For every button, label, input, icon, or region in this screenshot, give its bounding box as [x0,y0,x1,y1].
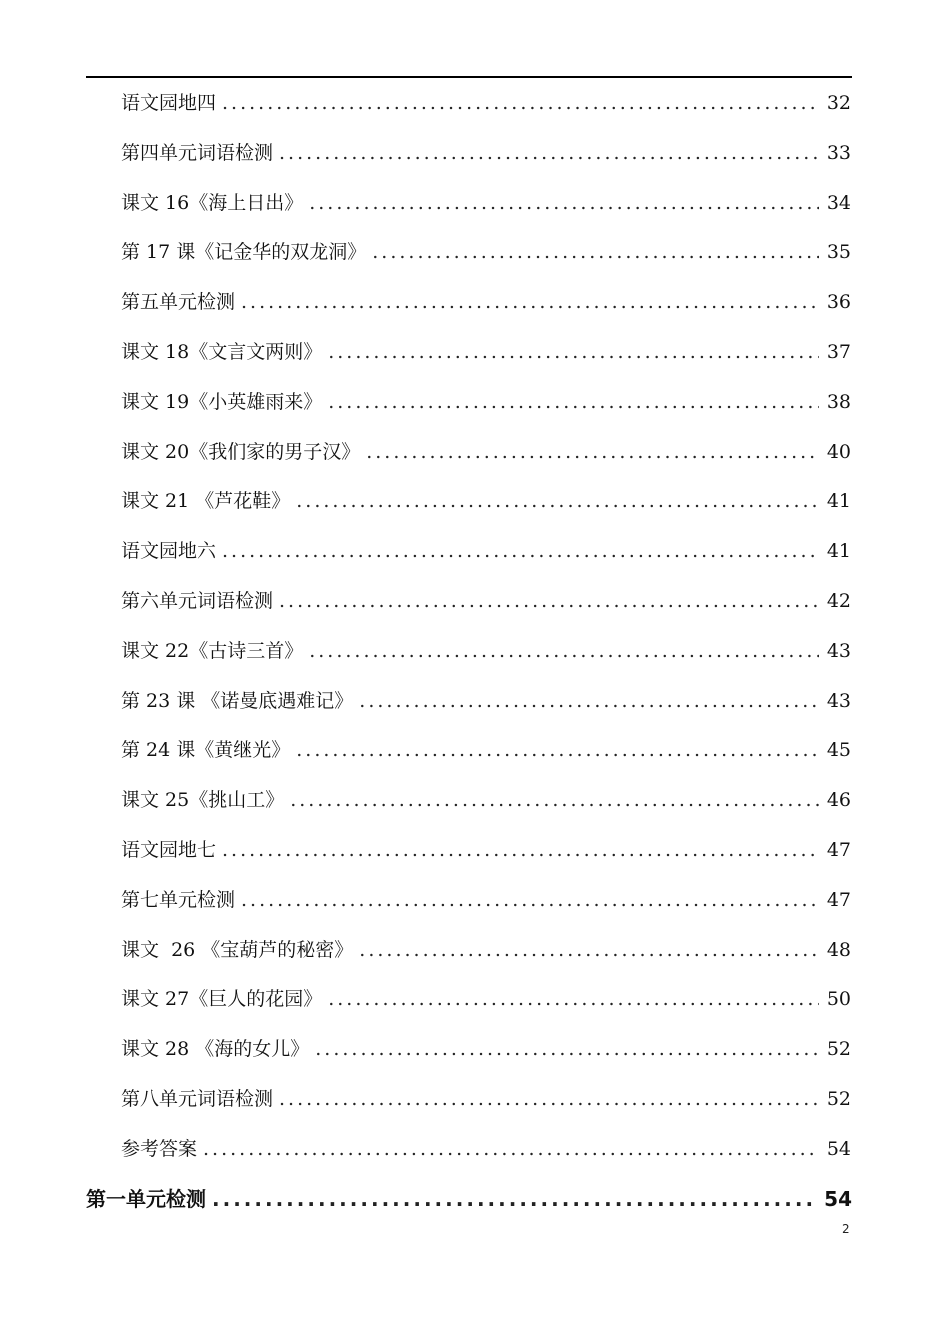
toc-entry-page: 45 [826,739,851,762]
toc-entry-title: 语文园地六 [121,540,217,563]
toc-entry-page: 40 [826,440,851,463]
toc-leader-dots [359,935,819,965]
toc-entry[interactable] [121,686,851,716]
toc-entry-page: 47 [826,888,851,911]
toc-entry-page: 52 [826,1038,851,1061]
toc-entry-title: 第 17 课《记金华的双龙洞》 [121,241,367,264]
toc-entry[interactable] [121,88,851,118]
toc-leader-dots [290,785,819,815]
toc-entry[interactable] [121,885,851,915]
toc-entry-page: 41 [826,540,851,563]
toc-entry-title: 课文 21 《芦花鞋》 [121,490,291,513]
toc-entry[interactable] [121,486,851,516]
toc-entry-page: 46 [826,789,851,812]
toc-entry-page: 33 [826,141,851,164]
toc-leader-dots [222,536,819,566]
toc-entry-page: 52 [826,1088,851,1110]
toc-leader-dots [309,188,819,218]
toc-entry-page: 43 [826,639,851,662]
toc-entry-title: 第 24 课《黄继光》 [121,739,291,762]
toc-entry-title: 课文 16《海上日出》 [121,191,304,214]
toc-entry-page: 47 [826,839,851,861]
toc-entry-title: 课文 20《我们家的男子汉》 [121,440,361,463]
toc-leader-dots [241,885,819,915]
toc-entry[interactable] [121,984,851,1014]
toc-entry-title: 课文 27《巨人的花园》 [121,988,323,1011]
toc-leader-dots [212,1184,816,1214]
toc-entry-title: 语文园地四 [121,92,217,114]
toc-entry[interactable] [121,138,851,168]
toc-entry-page: 54 [826,1137,851,1160]
toc-leader-dots [315,1034,819,1064]
toc-leader-dots [222,88,819,118]
toc-entry[interactable] [121,586,851,616]
toc-entry-title: 课文 26 《宝葫芦的秘密》 [121,938,354,961]
toc-entry-page: 41 [826,490,851,513]
toc-entry[interactable] [121,536,851,566]
toc-leader-dots [328,337,819,367]
toc-entry[interactable] [121,835,851,865]
page-number: 2 [842,1222,850,1236]
toc-leader-dots [359,686,819,716]
toc-entry[interactable] [121,636,851,666]
toc-entry[interactable] [121,188,851,218]
toc-entry-title: 参考答案 [121,1137,198,1160]
toc-leader-dots [328,984,819,1014]
toc-entry-page: 35 [826,241,851,264]
toc-entry[interactable] [121,437,851,467]
toc-entry-title: 课文 22《古诗三首》 [121,639,304,662]
toc-entry-title: 第四单元词语检测 [121,141,274,164]
toc-entry-title: 第七单元检测 [121,888,236,911]
toc-entry[interactable] [121,387,851,417]
toc-entry[interactable] [121,1134,851,1164]
toc-entry[interactable] [121,1034,851,1064]
toc-entry-title: 课文 18《文言文两则》 [121,341,323,363]
toc-leader-dots [366,437,819,467]
toc-entry-title: 第六单元词语检测 [121,590,274,612]
toc-leader-dots [241,287,819,317]
toc-leader-dots [328,387,819,417]
toc-leader-dots [222,835,819,865]
toc-entry[interactable] [121,935,851,965]
toc-entry-title: 第一单元检测 [86,1186,206,1211]
toc-entry-title: 课文 28 《海的女儿》 [121,1038,310,1061]
toc-entry-page: 38 [826,390,851,413]
toc-entry[interactable] [121,1084,851,1114]
toc-entry-page: 37 [826,341,851,363]
toc-entry-page: 43 [826,689,851,712]
toc-leader-dots [309,636,819,666]
toc-entry-page: 36 [826,291,851,314]
toc-leader-dots [296,486,819,516]
toc-leader-dots [279,138,819,168]
toc-entry-page: 34 [826,191,851,214]
toc-entry-title: 语文园地七 [121,839,217,861]
toc-entry[interactable] [121,287,851,317]
toc-entry[interactable] [121,237,851,267]
toc-entry-title: 课文 19《小英雄雨来》 [121,390,323,413]
toc-entry-title: 第五单元检测 [121,291,236,314]
toc-leader-dots [279,586,819,616]
toc-leader-dots [296,735,819,765]
toc-entry[interactable] [86,1184,852,1214]
toc-entry[interactable] [121,337,851,367]
toc-entry-page: 42 [826,590,851,612]
toc-entry-title: 第八单元词语检测 [121,1088,274,1110]
toc-leader-dots [203,1134,819,1164]
toc-entry-page: 54 [824,1186,852,1211]
toc-entry-page: 32 [826,92,851,114]
header-rule [86,76,852,78]
toc-entry[interactable] [121,735,851,765]
toc-entry-title: 第 23 课 《诺曼底遇难记》 [121,689,354,712]
toc-entry-page: 48 [826,938,851,961]
toc-entry[interactable] [121,785,851,815]
toc-entry-title: 课文 25《挑山工》 [121,789,285,812]
toc-leader-dots [372,237,819,267]
toc-entry-page: 50 [826,988,851,1011]
toc-leader-dots [279,1084,819,1114]
